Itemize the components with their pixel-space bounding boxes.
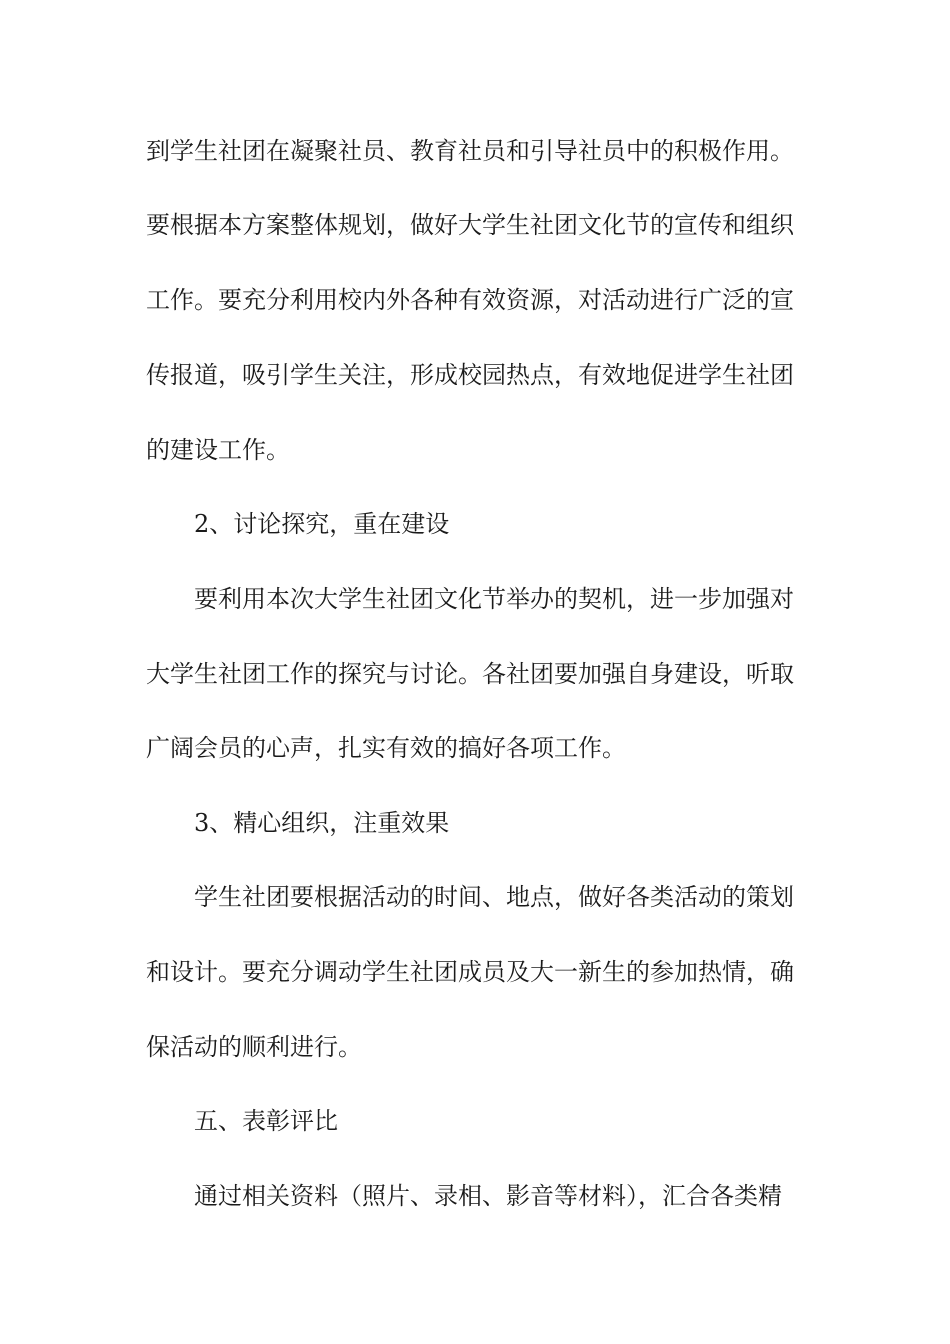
paragraph-line: 要利用本次大学生社团文化节举办的契机，进一步加强对 <box>194 585 794 613</box>
section-heading: 3、精心组织，注重效果 <box>194 809 450 837</box>
paragraph-line: 学生社团要根据活动的时间、地点，做好各类活动的策划 <box>194 883 794 911</box>
section-heading: 五、表彰评比 <box>194 1107 338 1135</box>
paragraph-line: 大学生社团工作的探究与讨论。各社团要加强自身建设，听取 <box>146 660 794 688</box>
paragraph-line: 和设计。要充分调动学生社团成员及大一新生的参加热情，确 <box>146 958 794 986</box>
section-heading: 2、讨论探究，重在建设 <box>194 510 450 538</box>
paragraph-line: 广阔会员的心声，扎实有效的搞好各项工作。 <box>146 734 626 762</box>
paragraph-line: 通过相关资料（照片、录相、影音等材料），汇合各类精 <box>194 1182 782 1210</box>
paragraph-line: 的建设工作。 <box>146 436 290 464</box>
paragraph-line: 工作。要充分利用校内外各种有效资源，对活动进行广泛的宣 <box>146 286 794 314</box>
paragraph-line: 传报道，吸引学生关注，形成校园热点，有效地促进学生社团 <box>146 361 794 389</box>
paragraph-line: 要根据本方案整体规划，做好大学生社团文化节的宣传和组织 <box>146 211 794 239</box>
paragraph-line: 保活动的顺利进行。 <box>146 1033 362 1061</box>
paragraph-line: 到学生社团在凝聚社员、教育社员和引导社员中的积极作用。 <box>146 137 794 165</box>
